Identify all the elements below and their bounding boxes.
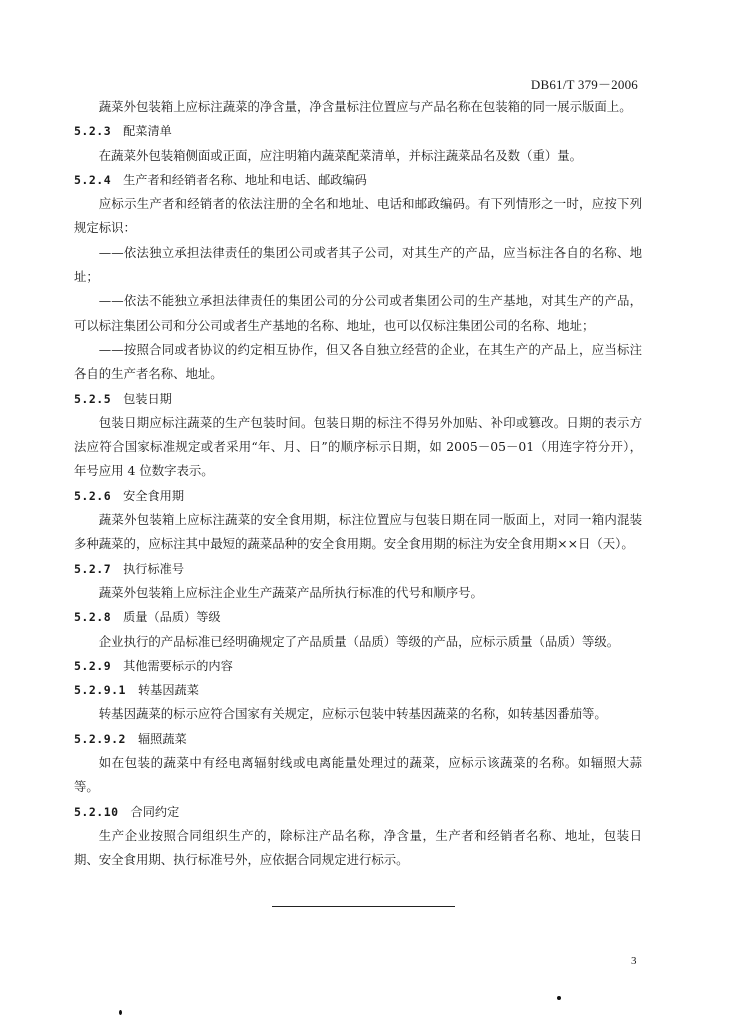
heading-5-2-9-1: [74, 678, 642, 702]
heading-5-2-9-2: [74, 727, 642, 751]
document-body: [74, 95, 642, 873]
end-of-document-rule: [272, 906, 455, 907]
section-number: 5.2.10: [74, 804, 119, 819]
section-title: 辐照蔬菜: [137, 731, 187, 746]
heading-5-2-9: [74, 654, 642, 678]
paragraph-5-2-4: 应标示生产者和经销者的依法注册的全名和地址、电话和邮政编码。有下列情形之一时，应按下列规定标识：: [74, 196, 642, 236]
section-number: 5.2.7: [74, 561, 112, 576]
list-item-5-2-4-b: ——依法不能独立承担法律责任的集团公司的分公司或者集团公司的生产基地，对其生产的产品，可以标注集团公司和分公司或者生产基地的名称、地址，也可以仅标注集团公司的名称、地址；: [74, 293, 642, 333]
section-number: 5.2.5: [74, 391, 112, 406]
list-item-5-2-4-a: ——依法独立承担法律责任的集团公司或者其子公司，对其生产的产品，应当标注各自的名称、地址；: [74, 244, 642, 285]
paragraph-5-2-9-2: 如在包装的蔬菜中有经电离辐射线或电离能量处理过的蔬菜，应标示该蔬菜的名称。如辐照大蒜等。: [74, 755, 642, 795]
paragraph-5-2-10: 生产企业按照合同组织生产的，除标注产品名称，净含量，生产者和经销者名称、地址，包装日期、安全食用期、执行标准号外，应依据合同规定进行标示。: [74, 827, 642, 868]
paragraph-5-2-6: 蔬菜外包装箱上应标注蔬菜的安全食用期，标注位置应与包装日期在同一版面上，对同一箱内混装多种蔬菜的，应标注其中最短的蔬菜品种的安全食用期。安全食用期的标注为安全食用期××日（天）。: [74, 512, 642, 552]
section-title: 执行标准号: [123, 561, 185, 576]
section-number: 5.2.4: [74, 172, 112, 187]
document-code: DB61/T 379－2006: [530, 77, 638, 92]
paragraph-5-2-9-1: 转基因蔬菜的标示应符合国家有关规定，应标示包装中转基因蔬菜的名称，如转基因番茄等。: [98, 706, 607, 722]
section-title: 转基因蔬菜: [137, 683, 199, 698]
paragraph-5-2-5: 包装日期应标注蔬菜的生产包装时间。包装日期的标注不得另外加贴、补印或篡改。日期的表示方法应符合国家标准规定或者采用“年、月、日”的顺序标示日期，如 2005－05－01（用连字符分开），年号应用 4 位数字表示。: [74, 414, 642, 479]
list-item-5-2-4-c: ——按照合同或者协议的约定相互协作，但又各自独立经营的企业，在其生产的产品上，应当标注各自的生产者名称、地址。: [74, 341, 642, 382]
section-number: 5.2.8: [74, 610, 112, 625]
section-title: 配菜清单: [123, 124, 172, 139]
scan-speck: [557, 996, 561, 1000]
section-title: 安全食用期: [123, 488, 185, 503]
section-number: 5.2.9: [74, 658, 112, 673]
paragraph-net-content: 蔬菜外包装箱上应标注蔬菜的净含量，净含量标注位置应与产品名称在包装箱的同一展示版面上。: [98, 99, 632, 114]
section-title: 包装日期: [123, 391, 172, 406]
paragraph-5-2-7: 蔬菜外包装箱上应标注企业生产蔬菜产品所执行标准的代号和顺序号。: [98, 584, 483, 600]
section-title: 生产者和经销者名称、地址和电话、邮政编码: [123, 172, 367, 187]
section-number: 5.2.9.2: [74, 731, 126, 746]
heading-5-2-5: [74, 387, 642, 411]
heading-5-2-3: [74, 119, 642, 143]
page-number: 3: [631, 955, 637, 967]
heading-5-2-10: [74, 800, 642, 824]
section-title: 其他需要标示的内容: [123, 658, 233, 673]
heading-5-2-7: [74, 557, 642, 581]
heading-5-2-6: [74, 484, 642, 508]
heading-5-2-4: [74, 168, 642, 192]
section-number: 5.2.3: [74, 124, 112, 139]
section-title: 质量（品质）等级: [123, 610, 221, 625]
section-title: 合同约定: [130, 804, 180, 819]
section-number: 5.2.6: [74, 488, 112, 503]
paragraph-5-2-8: 企业执行的产品标准已经明确规定了产品质量（品质）等级的产品，应标示质量（品质）等级。: [98, 633, 620, 649]
section-number: 5.2.9.1: [74, 683, 126, 698]
heading-5-2-8: [74, 605, 642, 629]
scan-speck: [119, 1010, 122, 1015]
paragraph-5-2-3: 在蔬菜外包装箱侧面或正面，应注明箱内蔬菜配菜清单，并标注蔬菜品名及数（重）量。: [98, 147, 583, 163]
